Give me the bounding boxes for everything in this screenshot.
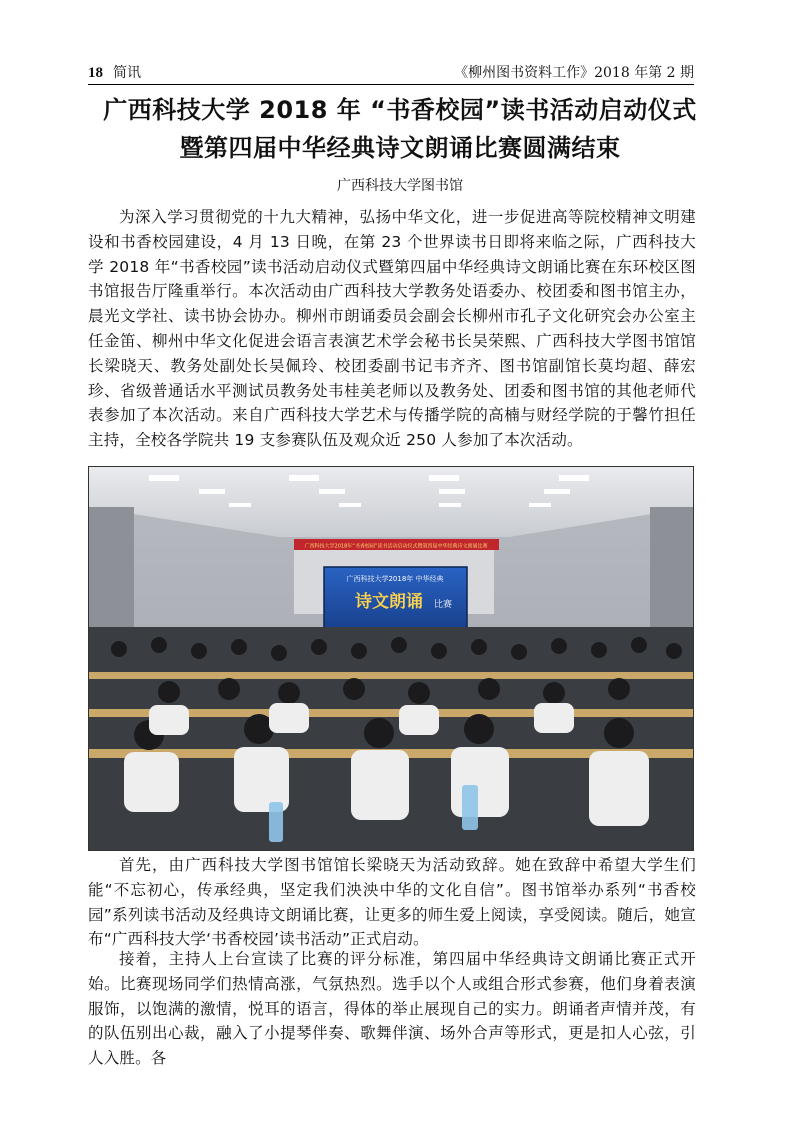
section-label: 简讯 [113, 65, 141, 81]
paragraph-opening-speech: 首先，由广西科技大学图书馆馆长梁晓天为活动致辞。她在致辞中希望大学生们能“不忘初心，传承经典，坚定我们泱泱中华的文化自信”。图书馆举办系列“书香校园”系列读书活动及经典诗文朗诵比赛，让更多的师生爱上阅读，享受阅读。随后，她宣布“广西科技大学‘书香校园’读书活动”正式启动。 [88, 856, 696, 949]
left-curtain [89, 507, 134, 647]
journal-name: 《柳州图书资料工作》2018 年第 2 期 [454, 65, 694, 81]
article-title-line-1: 广西科技大学 2018 年 “书香校园”读书活动启动仪式 [103, 96, 697, 124]
page-number: 18 [88, 65, 103, 81]
article-title-line-2: 暨第四届中华经典诗文朗诵比赛圆满结束 [179, 134, 621, 162]
article-author: 广西科技大学图书馆 [337, 178, 463, 194]
screen-subtitle: 比赛 [433, 600, 453, 610]
screen-title: 诗文朗诵 [355, 592, 423, 612]
event-photo [88, 466, 694, 851]
right-curtain [650, 507, 694, 647]
banner-text: 广西科技大学2018年“书香校园”读书活动启动仪式暨第四届中华经典诗文朗诵比赛 [304, 543, 488, 550]
paragraph-competition: 接着，主持人上台宣读了比赛的评分标准，第四届中华经典诗文朗诵比赛正式开始。比赛现场同学们热情高涨，气氛热烈。选手以个人或组合形式参赛，他们身着表演服饰，以饱满的激情，悦耳的语言，得体的举止展现自己的实力。朗诵者声情并茂，有的队伍别出心裁，融入了小提琴伴奏、歌舞伴演、场外合声等形式，更是扣人心弦，引人入胜。各 [88, 950, 696, 1068]
paragraph-intro: 为深入学习贯彻党的十九大精神，弘扬中华文化，进一步促进高等院校精神文明建设和书香校园建设，4 月 13 日晚，在第 23 个世界读书日即将来临之际，广西科技大学 2018 年“书香校园”读书活动启动仪式暨第四届中华经典诗文朗诵比赛在东环校区图书馆报告厅隆重举行。本次活动由广西科技大学教务处语委办、校团委和图书馆主办，晨光文学社、读书协会协办。柳州市朗诵委员会副会长柳州市孔子文化研究会办公室主任金笛、柳州中华文化促进会语言表演艺术学会秘书长吴荣熙、广西科技大学图书馆馆长梁晓天、教务处副处长吴佩玲、校团委副书记韦齐齐、图书馆副馆长莫均超、薛宏珍、省级普通话水平测试员教务处韦桂美老师以及教务处、团委和图书馆的其他老师代表参加了本次活动。来自广西科技大学艺术与传播学院的高楠与财经学院的于馨竹担任主持，全校各学院共 19 支参赛队伍及观众近 250 人参加了本次活动。 [88, 208, 696, 450]
screen-caption: 广西科技大学2018年 中华经典 [346, 575, 444, 583]
auditorium-photo-illustration [89, 467, 694, 851]
header-left [88, 62, 141, 82]
running-header [88, 62, 694, 85]
